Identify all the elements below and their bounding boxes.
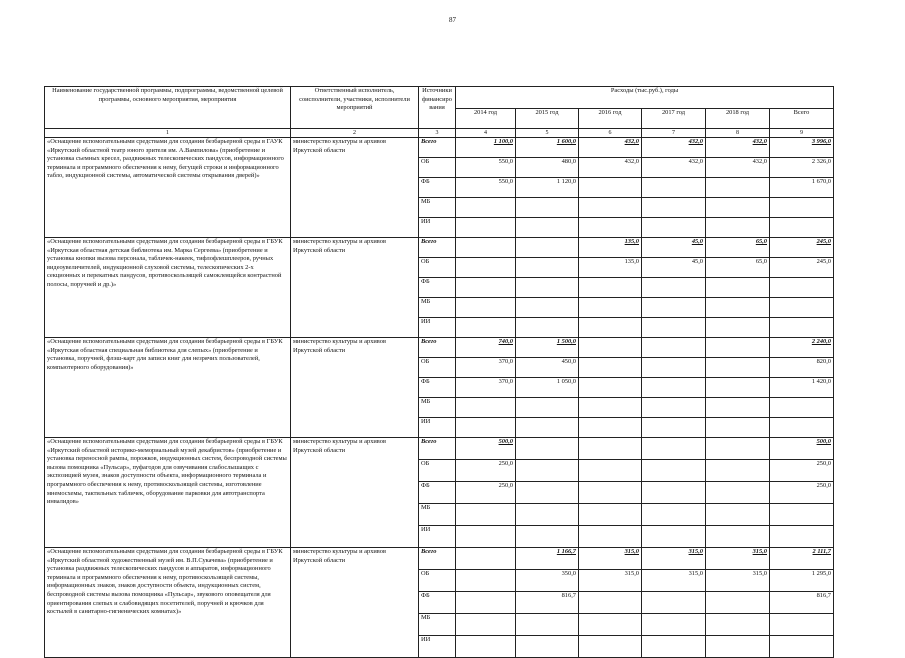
expense-value bbox=[456, 258, 516, 278]
expense-value: 432,0 bbox=[579, 138, 642, 158]
header-year-2017: 2017 год bbox=[642, 109, 706, 129]
expense-value bbox=[642, 418, 706, 438]
expense-value: 432,0 bbox=[579, 158, 642, 178]
funding-source: ОБ bbox=[419, 158, 456, 178]
expense-value bbox=[706, 318, 770, 338]
expense-value bbox=[516, 614, 579, 636]
expense-value bbox=[456, 198, 516, 218]
column-number: 1 bbox=[45, 129, 291, 138]
table-row bbox=[45, 548, 834, 570]
expense-value: 550,0 bbox=[456, 178, 516, 198]
funding-source: ИИ bbox=[419, 636, 456, 658]
expense-value bbox=[642, 278, 706, 298]
expense-value bbox=[516, 482, 579, 504]
expense-value: 315,0 bbox=[642, 548, 706, 570]
expense-value bbox=[579, 438, 642, 460]
header-program: Наименование государственной программы, подпрограммы, ведомственной целевой программы, основного мероприятия, мероприятия bbox=[45, 87, 291, 129]
expense-value bbox=[516, 438, 579, 460]
page-number: 87 bbox=[449, 16, 456, 24]
expense-value bbox=[579, 318, 642, 338]
expense-value: 500,0 bbox=[770, 438, 834, 460]
expense-value bbox=[770, 198, 834, 218]
column-number: 2 bbox=[291, 129, 419, 138]
expense-value: 350,0 bbox=[516, 570, 579, 592]
expense-value bbox=[579, 198, 642, 218]
expense-value bbox=[706, 460, 770, 482]
expense-value: 820,0 bbox=[770, 358, 834, 378]
expense-value bbox=[456, 298, 516, 318]
expense-value bbox=[456, 278, 516, 298]
column-number: 9 bbox=[770, 129, 834, 138]
expense-value bbox=[642, 460, 706, 482]
measure-description: «Оснащение вспомогательными средствами для создания безбарьерной среды в ГАУК «Иркутский областной театр юного зрителя им. А.Вампилова» (приобретение и установка съемных кресел, раздвижных телескопических пандусов, информационного терминала и программного обеспечения к нему, бегущей строки и информационного табло, индукционной системы, автоматической системы открывания дверей)» bbox=[45, 138, 291, 238]
expense-value bbox=[456, 504, 516, 526]
expense-value bbox=[770, 504, 834, 526]
table-row bbox=[45, 338, 834, 358]
expense-value bbox=[516, 504, 579, 526]
measure-description: «Оснащение вспомогательными средствами для создания безбарьерной среды в ГБУК «Иркутская областная детская библиотека им. Марка Сергеева» (приобретение и установка кнопки вызова персонала, табличек-накеек, тифлофлешплееров, ручных видеоувеличителей, индукционной слуховой системы, телескопических 2-х секционных и перекатных пандусов, противоскользящей самоклеящейся контрастной полосы, поручней и др.)» bbox=[45, 238, 291, 338]
funding-source: ОБ bbox=[419, 460, 456, 482]
expense-value bbox=[770, 614, 834, 636]
expense-value: 45,0 bbox=[642, 238, 706, 258]
funding-source: ФБ bbox=[419, 178, 456, 198]
expense-value bbox=[642, 358, 706, 378]
column-number: 7 bbox=[642, 129, 706, 138]
expense-value bbox=[456, 398, 516, 418]
expense-value bbox=[706, 338, 770, 358]
expense-value bbox=[642, 338, 706, 358]
expense-value bbox=[516, 418, 579, 438]
funding-source: МБ bbox=[419, 504, 456, 526]
expense-value bbox=[579, 338, 642, 358]
expense-value bbox=[706, 178, 770, 198]
expense-value bbox=[579, 218, 642, 238]
expense-value bbox=[642, 438, 706, 460]
expense-value: 1 420,0 bbox=[770, 378, 834, 398]
expense-value bbox=[770, 218, 834, 238]
expense-value: 1 100,0 bbox=[456, 138, 516, 158]
expense-value bbox=[456, 636, 516, 658]
expense-value: 1 295,0 bbox=[770, 570, 834, 592]
expense-value bbox=[579, 460, 642, 482]
expense-value: 816,7 bbox=[516, 592, 579, 614]
expense-value: 1 670,0 bbox=[770, 178, 834, 198]
expense-value bbox=[516, 238, 579, 258]
expense-value bbox=[642, 592, 706, 614]
expense-value bbox=[706, 398, 770, 418]
responsible-executor: министерство культуры и архивов Иркутской области bbox=[291, 138, 419, 238]
expense-value bbox=[579, 378, 642, 398]
header-year-2014: 2014 год bbox=[456, 109, 516, 129]
responsible-executor: министерство культуры и архивов Иркутской области bbox=[291, 438, 419, 548]
expense-value: 1 050,0 bbox=[516, 378, 579, 398]
expense-value bbox=[642, 504, 706, 526]
expense-value bbox=[642, 198, 706, 218]
expense-value: 432,0 bbox=[642, 138, 706, 158]
funding-source: МБ bbox=[419, 614, 456, 636]
measure-description: «Оснащение вспомогательными средствами для создания безбарьерной среды в ГБУК «Иркутский областной художественный музей им. В.П.Сукачева» (приобретение и установка раздвижных телескопических пандусов и аппаратов, информационного терминала и программного обеспечения к нему, противоскользящей системы, информационных знаков, знаков доступности объекта, индукционных систем, беспроводной системы вызова помощника «Пульсар», звукового оповещателя для ориентирования слепых и слабовидящих посетителей, поручней и крючков для костылей в санитарно-гигиенических комнатах)» bbox=[45, 548, 291, 658]
expense-value bbox=[706, 218, 770, 238]
expense-value bbox=[706, 198, 770, 218]
funding-source: Всего bbox=[419, 548, 456, 570]
expense-value bbox=[516, 198, 579, 218]
expense-value bbox=[770, 418, 834, 438]
header-responsible: Ответственный исполнитель, соисполнители, участники, исполнители мероприятий bbox=[291, 87, 419, 129]
expense-value bbox=[456, 318, 516, 338]
expense-value: 135,0 bbox=[579, 258, 642, 278]
expense-value bbox=[579, 358, 642, 378]
column-number: 8 bbox=[706, 129, 770, 138]
expense-value bbox=[770, 398, 834, 418]
funding-source: ИИ bbox=[419, 526, 456, 548]
expense-value bbox=[706, 438, 770, 460]
expense-value bbox=[706, 278, 770, 298]
expense-value: 370,0 bbox=[456, 358, 516, 378]
expense-value: 550,0 bbox=[456, 158, 516, 178]
funding-source: Всего bbox=[419, 438, 456, 460]
expense-value bbox=[642, 614, 706, 636]
column-number: 6 bbox=[579, 129, 642, 138]
funding-source: МБ bbox=[419, 398, 456, 418]
expense-value bbox=[456, 548, 516, 570]
responsible-executor: министерство культуры и архивов Иркутской области bbox=[291, 338, 419, 438]
funding-source: ФБ bbox=[419, 482, 456, 504]
funding-source: МБ bbox=[419, 298, 456, 318]
expense-value bbox=[579, 298, 642, 318]
expense-value bbox=[706, 418, 770, 438]
expense-value bbox=[642, 178, 706, 198]
expense-value: 450,0 bbox=[516, 358, 579, 378]
column-number: 4 bbox=[456, 129, 516, 138]
expense-value bbox=[516, 460, 579, 482]
measure-description: «Оснащение вспомогательными средствами для создания безбарьерной среды в ГБУК «Иркутский областной историко-мемориальный музей декабристов» (приобретение и установка переносной рампы, порожков, индукционных систем, беспроводной системы вызова помощника «Пульсар», пуфагодов для озвучивания слабослышащих с экспозицией музея, знаков доступности объекта, информационного терминала и программного обеспечения к нему, противоскользящей системы, изготовление мнемосхемы, тактильных табличек, оборудование парковки для автотранспорта инвалидов» bbox=[45, 438, 291, 548]
expense-value: 250,0 bbox=[770, 460, 834, 482]
funding-source: МБ bbox=[419, 198, 456, 218]
expense-value bbox=[706, 378, 770, 398]
expense-value: 250,0 bbox=[456, 482, 516, 504]
expense-value bbox=[516, 278, 579, 298]
funding-source: ОБ bbox=[419, 358, 456, 378]
column-number-row bbox=[45, 129, 834, 138]
table-row bbox=[45, 438, 834, 460]
table-row bbox=[45, 138, 834, 158]
expense-value bbox=[770, 636, 834, 658]
expense-value bbox=[642, 318, 706, 338]
header-year-2015: 2015 год bbox=[516, 109, 579, 129]
expense-value bbox=[516, 398, 579, 418]
expense-value: 315,0 bbox=[579, 570, 642, 592]
table-body bbox=[45, 138, 834, 658]
funding-source: ИИ bbox=[419, 318, 456, 338]
funding-source: ФБ bbox=[419, 378, 456, 398]
budget-table bbox=[44, 86, 834, 658]
expense-value: 3 996,0 bbox=[770, 138, 834, 158]
expense-value bbox=[456, 614, 516, 636]
expense-value: 2 240,0 bbox=[770, 338, 834, 358]
expense-value bbox=[770, 318, 834, 338]
expense-value: 45,0 bbox=[642, 258, 706, 278]
expense-value bbox=[456, 418, 516, 438]
expense-value bbox=[706, 358, 770, 378]
measure-description: «Оснащение вспомогательными средствами для создания безбарьерной среды в ГБУК «Иркутская областная специальная библиотека для слепых» (приобретение и установка, поручней, флэш-карт для записи книг для незрячих пользователей, компьютерного оборудования)» bbox=[45, 338, 291, 438]
funding-source: Всего bbox=[419, 138, 456, 158]
expense-value bbox=[642, 298, 706, 318]
expense-value: 315,0 bbox=[706, 548, 770, 570]
expense-value bbox=[642, 218, 706, 238]
expense-value bbox=[579, 526, 642, 548]
expense-value: 816,7 bbox=[770, 592, 834, 614]
expense-value bbox=[579, 418, 642, 438]
expense-value: 135,0 bbox=[579, 238, 642, 258]
expense-value bbox=[579, 504, 642, 526]
expense-value: 1 500,0 bbox=[516, 338, 579, 358]
expense-value: 315,0 bbox=[579, 548, 642, 570]
expense-value: 432,0 bbox=[706, 158, 770, 178]
expense-value: 432,0 bbox=[706, 138, 770, 158]
funding-source: Всего bbox=[419, 338, 456, 358]
expense-value bbox=[642, 636, 706, 658]
expense-value bbox=[770, 298, 834, 318]
expense-value: 1 120,0 bbox=[516, 178, 579, 198]
expense-value: 245,0 bbox=[770, 238, 834, 258]
expense-value bbox=[770, 278, 834, 298]
expense-value bbox=[456, 570, 516, 592]
expense-value bbox=[642, 482, 706, 504]
expense-value: 245,0 bbox=[770, 258, 834, 278]
expense-value: 250,0 bbox=[456, 460, 516, 482]
funding-source: ОБ bbox=[419, 570, 456, 592]
expense-value: 65,0 bbox=[706, 258, 770, 278]
expense-value: 432,0 bbox=[642, 158, 706, 178]
funding-source: ИИ bbox=[419, 418, 456, 438]
expense-value bbox=[456, 238, 516, 258]
expense-value bbox=[642, 398, 706, 418]
expense-value: 250,0 bbox=[770, 482, 834, 504]
expense-value bbox=[579, 178, 642, 198]
header-expenses: Расходы (тыс.руб.), годы bbox=[456, 87, 834, 109]
expense-value bbox=[706, 636, 770, 658]
column-number: 5 bbox=[516, 129, 579, 138]
expense-value: 2 326,0 bbox=[770, 158, 834, 178]
header-year-2016: 2016 год bbox=[579, 109, 642, 129]
expense-value bbox=[579, 398, 642, 418]
expense-value bbox=[642, 526, 706, 548]
expense-value bbox=[642, 378, 706, 398]
expense-value: 65,0 bbox=[706, 238, 770, 258]
expense-value bbox=[579, 482, 642, 504]
header-total: Всего bbox=[770, 109, 834, 129]
expense-value: 315,0 bbox=[706, 570, 770, 592]
table-row bbox=[45, 238, 834, 258]
header-year-2018: 2018 год bbox=[706, 109, 770, 129]
funding-source: ИИ bbox=[419, 218, 456, 238]
expense-value: 370,0 bbox=[456, 378, 516, 398]
expense-value: 740,0 bbox=[456, 338, 516, 358]
expense-value: 1 166,7 bbox=[516, 548, 579, 570]
expense-value bbox=[706, 504, 770, 526]
funding-source: ФБ bbox=[419, 592, 456, 614]
expense-value bbox=[456, 218, 516, 238]
expense-value bbox=[516, 318, 579, 338]
expense-value bbox=[579, 592, 642, 614]
header-sources: Источники финансиро вания bbox=[419, 87, 456, 129]
expense-value bbox=[516, 218, 579, 238]
expense-value bbox=[456, 592, 516, 614]
expense-value: 315,0 bbox=[642, 570, 706, 592]
expense-value: 480,0 bbox=[516, 158, 579, 178]
expense-value bbox=[516, 636, 579, 658]
expense-value bbox=[706, 298, 770, 318]
expense-value bbox=[579, 278, 642, 298]
expense-value bbox=[516, 526, 579, 548]
expense-value bbox=[456, 526, 516, 548]
expense-value: 1 600,0 bbox=[516, 138, 579, 158]
expense-value bbox=[706, 592, 770, 614]
expense-value bbox=[516, 298, 579, 318]
expense-value: 500,0 bbox=[456, 438, 516, 460]
responsible-executor: министерство культуры и архивов Иркутской области bbox=[291, 238, 419, 338]
expense-value bbox=[516, 258, 579, 278]
expense-value bbox=[579, 614, 642, 636]
expense-value: 2 111,7 bbox=[770, 548, 834, 570]
funding-source: ФБ bbox=[419, 278, 456, 298]
funding-source: ОБ bbox=[419, 258, 456, 278]
column-number: 3 bbox=[419, 129, 456, 138]
expense-value bbox=[770, 526, 834, 548]
expense-value bbox=[706, 614, 770, 636]
expense-value bbox=[579, 636, 642, 658]
expense-value bbox=[706, 526, 770, 548]
responsible-executor: министерство культуры и архивов Иркутской области bbox=[291, 548, 419, 658]
funding-source: Всего bbox=[419, 238, 456, 258]
expense-value bbox=[706, 482, 770, 504]
